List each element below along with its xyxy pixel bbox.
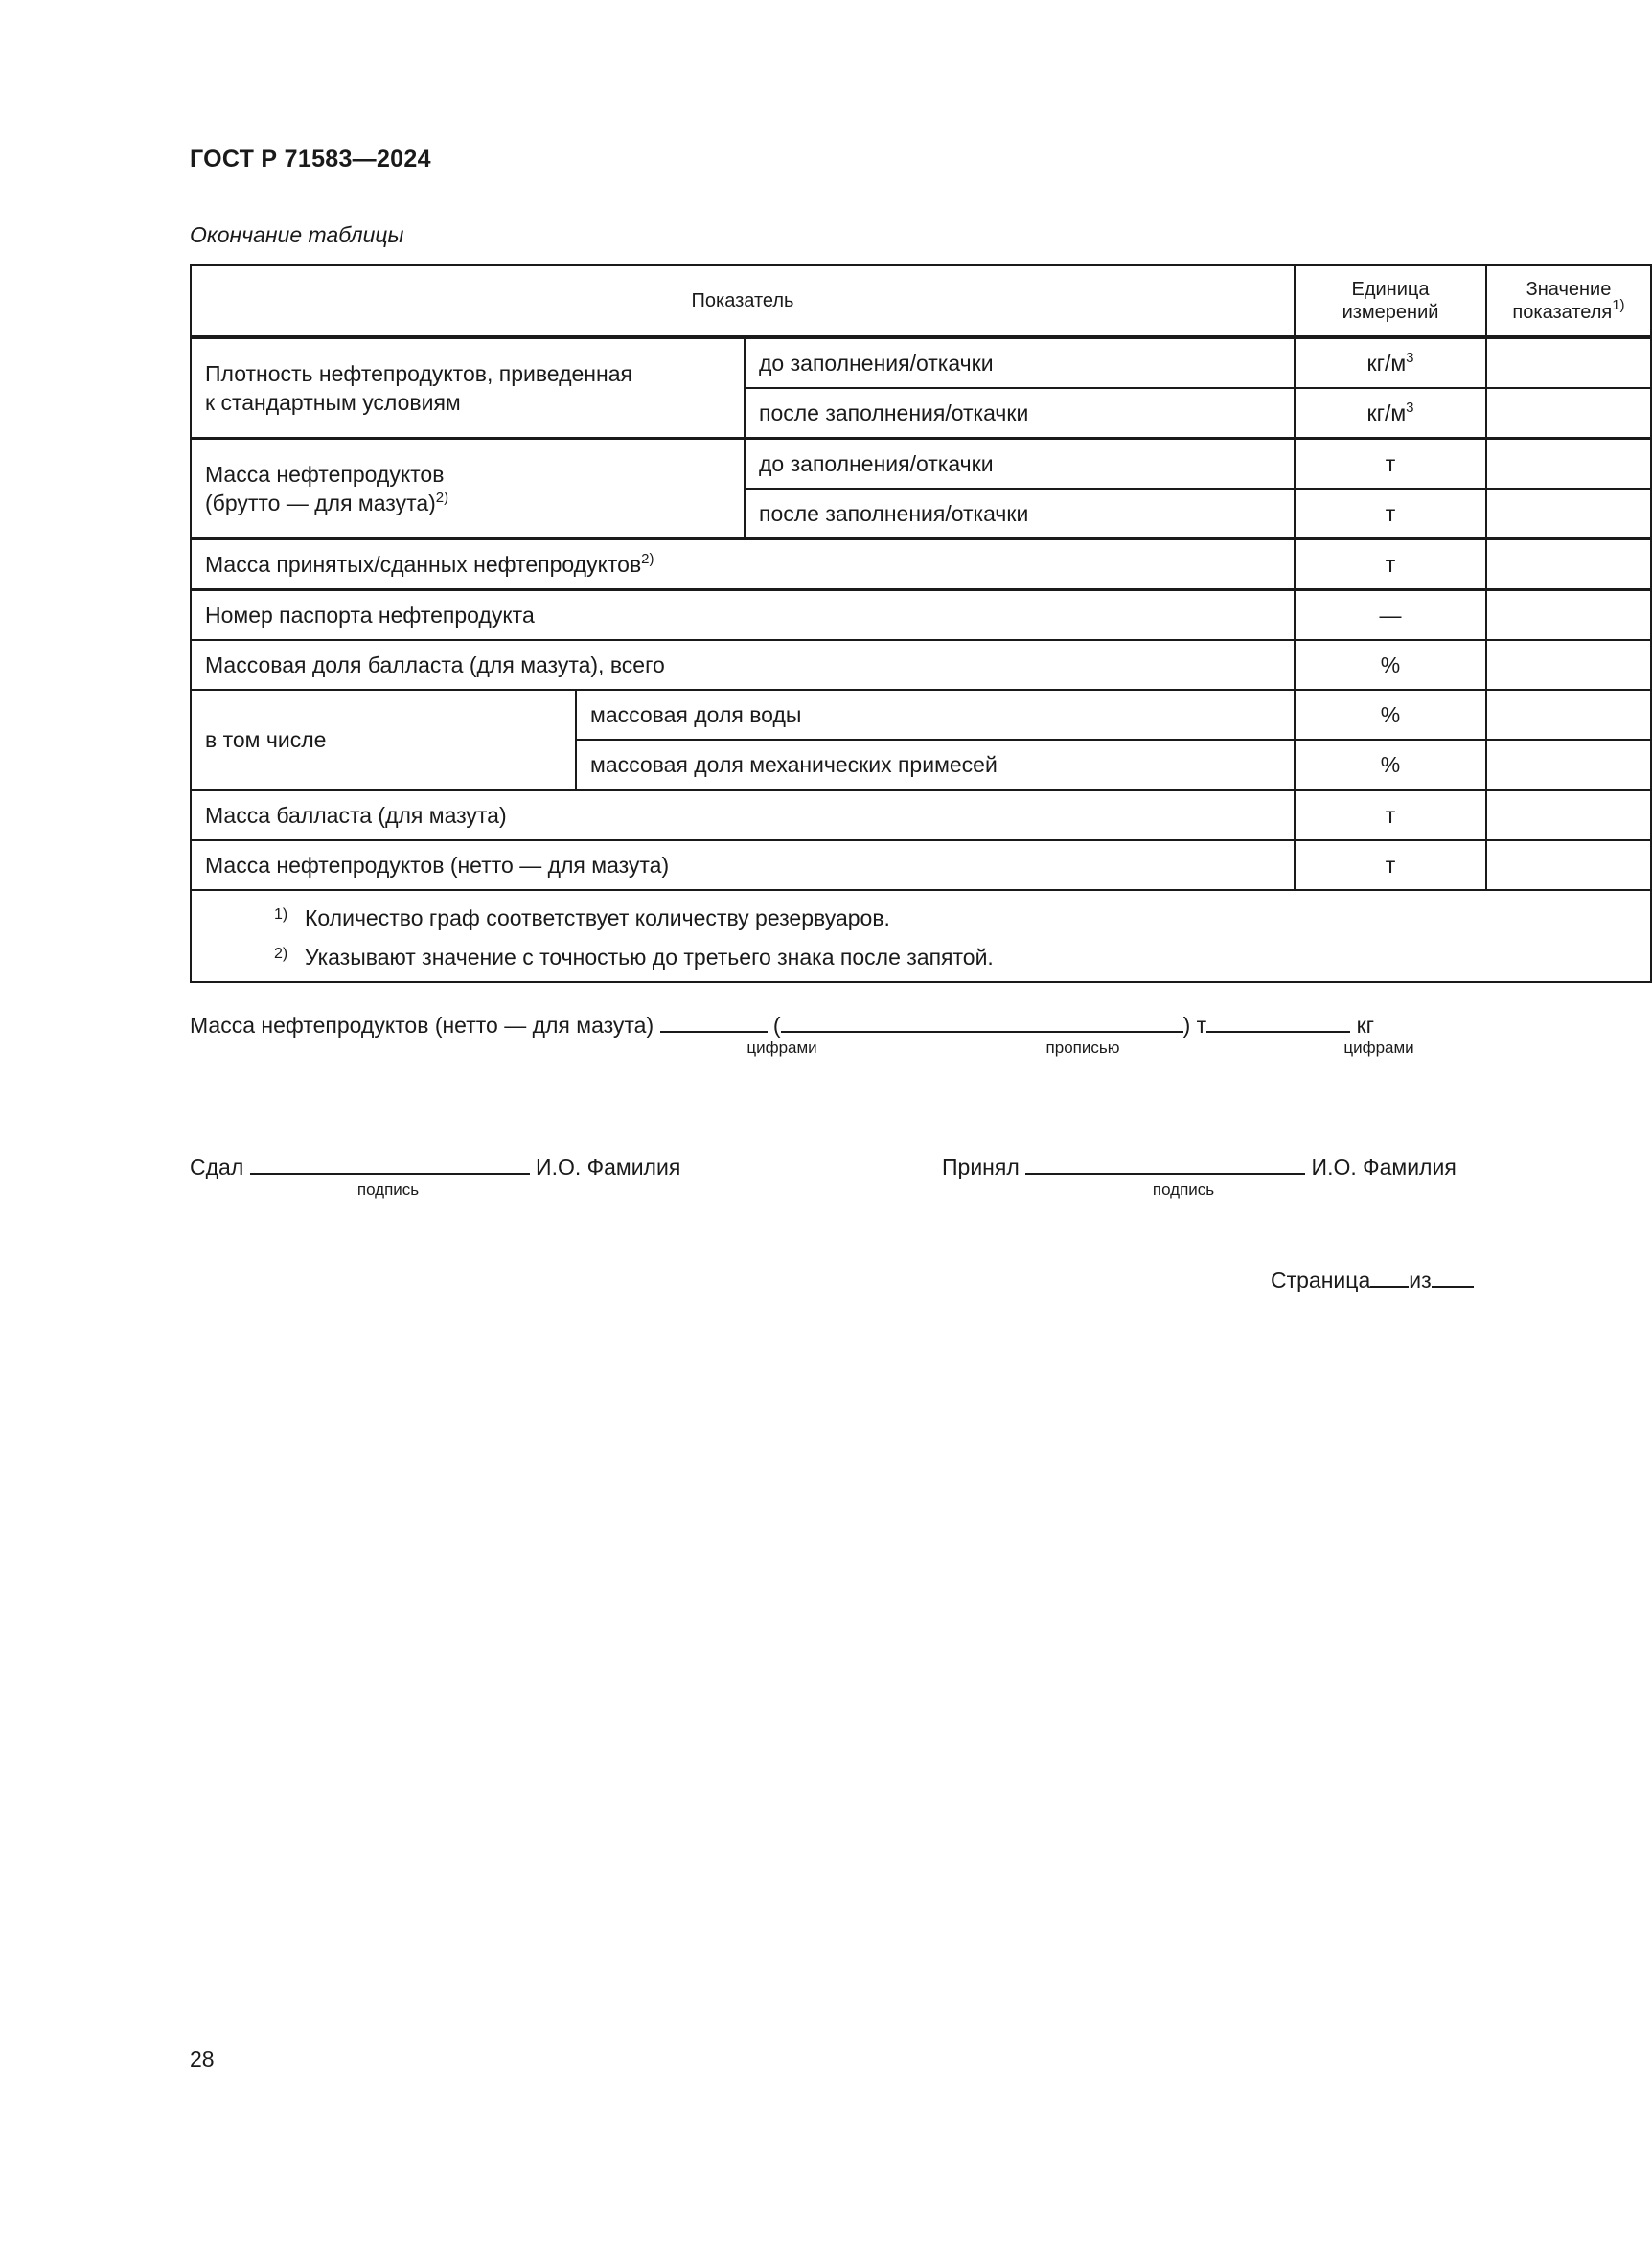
page-total-field[interactable]	[1432, 1263, 1474, 1288]
unit-cell: %	[1295, 640, 1486, 690]
unit-cell: т	[1295, 539, 1486, 590]
measurements-table	[190, 264, 1652, 983]
received-signature-line	[942, 1150, 1457, 1180]
unit-cell: т	[1295, 790, 1486, 841]
value-cell[interactable]	[1486, 640, 1651, 690]
value-cell[interactable]	[1486, 439, 1651, 490]
handed-signature-line	[190, 1150, 680, 1180]
handed-name: И.О. Фамилия	[536, 1155, 681, 1179]
net-mass-digits-field[interactable]	[660, 1008, 768, 1033]
unit-cell: т	[1295, 840, 1486, 890]
table-row	[191, 840, 1651, 890]
net-mass-line: Масса нефтепродуктов (нетто — для мазута) ( ) т кг	[190, 1008, 1374, 1039]
ballast-share-label: Массовая доля балласта (для мазута), всего	[191, 640, 1295, 690]
density-label: Плотность нефтепродуктов, приведенная к стандартным условиям	[191, 337, 745, 439]
footnote: 1) Количество граф соответствует количеству резервуаров.	[274, 905, 890, 930]
page-counter: Страница из	[1271, 1263, 1474, 1293]
density-after-label: после заполнения/откачки	[745, 388, 1295, 439]
table-row	[191, 539, 1651, 590]
header-value: Значение показателя$^{1)}$	[1486, 265, 1651, 337]
table-caption: Окончание таблицы	[190, 222, 404, 247]
value-cell[interactable]	[1486, 840, 1651, 890]
water-share-label: массовая доля воды	[576, 690, 1295, 740]
handed-signature-field[interactable]	[250, 1150, 530, 1175]
net-mass-line-label: Масса нефтепродуктов (нетто — для мазута)	[190, 1013, 654, 1038]
received-name: И.О. Фамилия	[1311, 1155, 1457, 1179]
unit-cell: т	[1295, 439, 1486, 490]
net-mass-label: Масса нефтепродуктов (нетто — для мазута)	[191, 840, 1295, 890]
value-cell[interactable]	[1486, 388, 1651, 439]
net-mass-kg-field[interactable]	[1206, 1008, 1350, 1033]
received-signature-field[interactable]	[1025, 1150, 1305, 1175]
unit-cell: т	[1295, 489, 1486, 539]
sub-label-digits: цифрами	[1343, 1039, 1414, 1057]
page-number: 28	[190, 2047, 215, 2071]
unit-cell: $кг/м^3$	[1295, 337, 1486, 388]
value-cell[interactable]	[1486, 539, 1651, 590]
sub-label-signature: подпись	[1152, 1180, 1215, 1199]
including-label: в том числе	[191, 690, 576, 790]
unit-cell: —	[1295, 590, 1486, 641]
unit-cell: %	[1295, 690, 1486, 740]
ballast-mass-label: Масса балласта (для мазута)	[191, 790, 1295, 841]
table-row	[191, 439, 1651, 490]
table-row	[191, 690, 1651, 740]
header-indicator: Показатель	[191, 265, 1295, 337]
passport-label: Номер паспорта нефтепродукта	[191, 590, 1295, 641]
table-header-row	[191, 265, 1651, 337]
sub-label-digits: цифрами	[746, 1039, 817, 1057]
net-mass-words-field[interactable]	[781, 1008, 1183, 1033]
unit-kg: кг	[1356, 1013, 1375, 1038]
density-before-label: до заполнения/откачки	[745, 337, 1295, 388]
footnote-ref: 1)	[1612, 297, 1625, 313]
handed-label: Сдал	[190, 1155, 244, 1179]
gross-after-label: после заполнения/откачки	[745, 489, 1295, 539]
value-cell[interactable]	[1486, 790, 1651, 841]
footnote: 2) Указывают значение с точностью до третьего знака после запятой.	[274, 945, 994, 970]
page-current-field[interactable]	[1370, 1263, 1409, 1288]
received-label: Принял	[942, 1155, 1020, 1179]
sub-label-signature: подпись	[356, 1180, 420, 1199]
table-row	[191, 337, 1651, 388]
gross-mass-label: Масса нефтепродуктов (брутто — для мазута)$^{2)}$	[191, 439, 745, 539]
impurities-share-label: массовая доля механических примесей	[576, 740, 1295, 790]
value-cell[interactable]	[1486, 690, 1651, 740]
value-cell[interactable]	[1486, 590, 1651, 641]
table-row	[191, 640, 1651, 690]
sub-label-words: прописью	[1045, 1039, 1120, 1057]
unit-cell: $кг/м^3$	[1295, 388, 1486, 439]
table-row	[191, 590, 1651, 641]
table-footnotes	[191, 890, 1651, 982]
document-code: ГОСТ Р 71583—2024	[190, 146, 431, 172]
value-cell[interactable]	[1486, 489, 1651, 539]
unit-cell: %	[1295, 740, 1486, 790]
header-unit: Единица измерений	[1295, 265, 1486, 337]
gross-before-label: до заполнения/откачки	[745, 439, 1295, 490]
value-cell[interactable]	[1486, 337, 1651, 388]
accepted-mass-label: Масса принятых/сданных нефтепродуктов$^{2)}$	[191, 539, 1295, 590]
value-cell[interactable]	[1486, 740, 1651, 790]
table-row	[191, 790, 1651, 841]
footnotes-row	[191, 890, 1651, 982]
